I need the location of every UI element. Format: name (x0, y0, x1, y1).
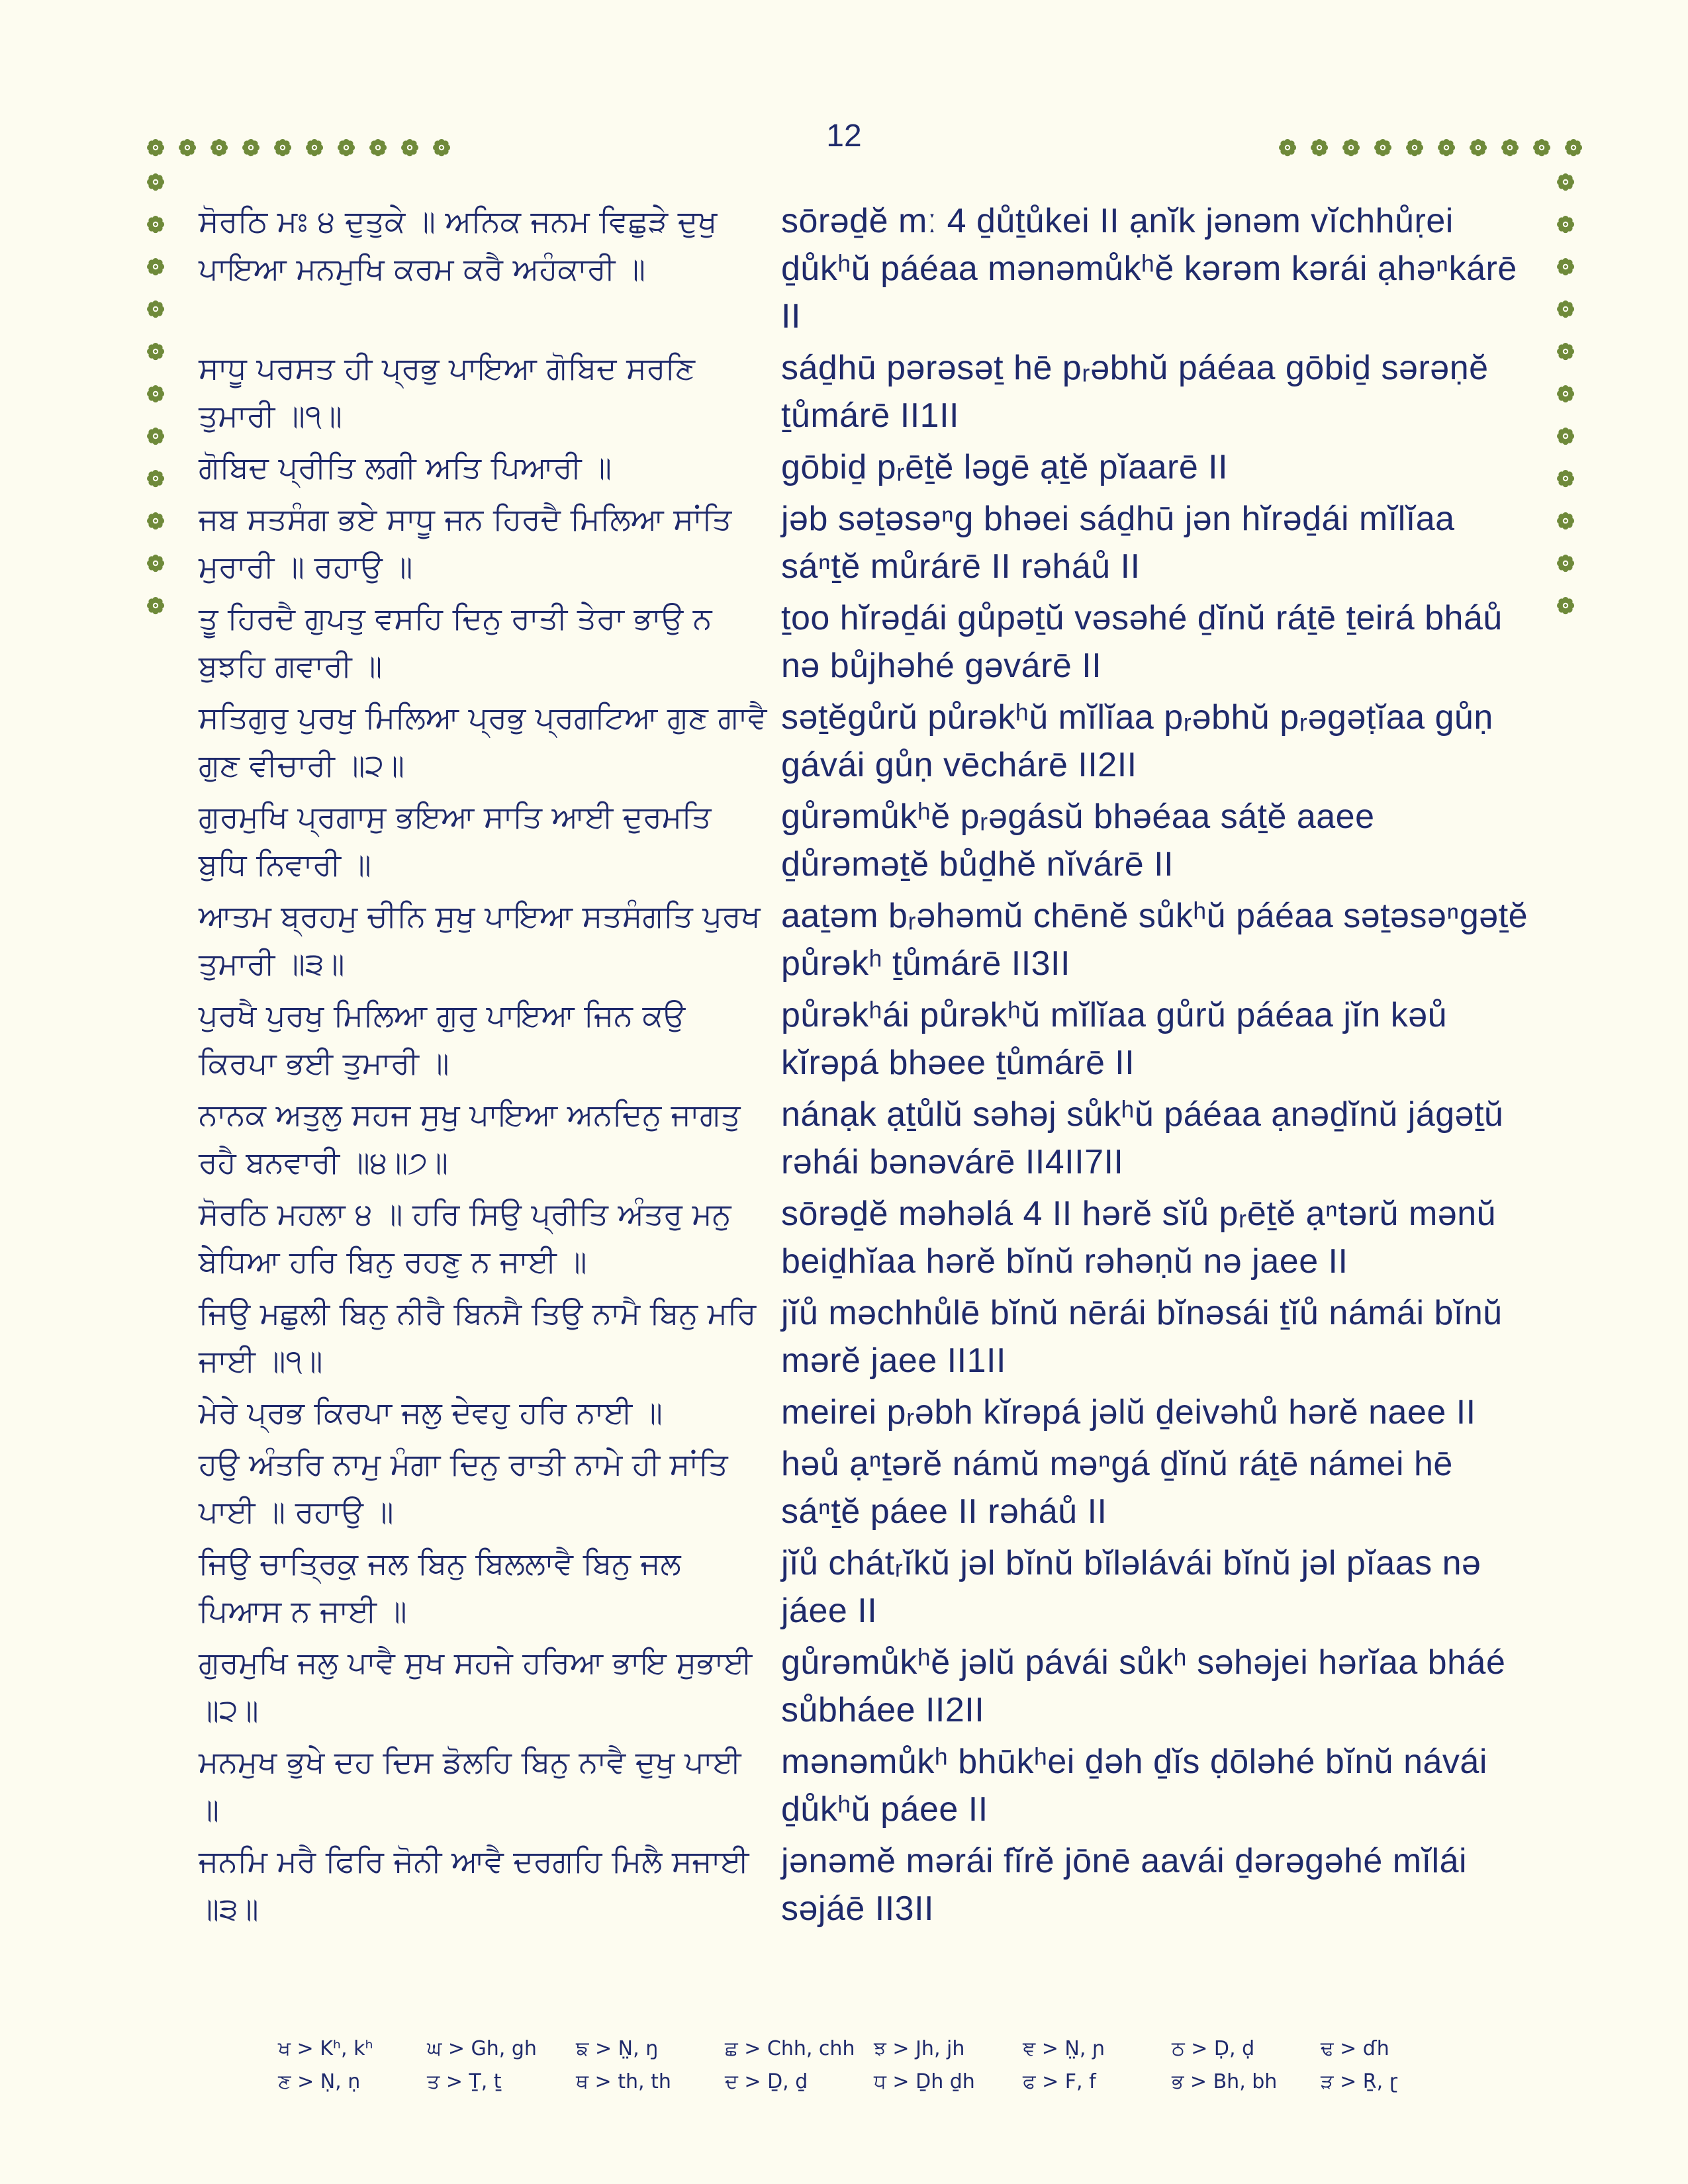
flower-icon (1556, 172, 1575, 192)
flower-icon (1373, 138, 1393, 158)
legend-item: ਘ > Gh, gh (427, 2037, 537, 2060)
verse-row (199, 495, 1529, 594)
gurmukhi-text: ਜਨਮਿ ਮਰੈ ਫਿਰਿ ਜੋਨੀ ਆਵੈ ਦਰਗਹਿ ਮਿਲੈ ਸਜਾਈ ॥੩॥ (199, 1843, 749, 1927)
gurmukhi-text: ਸੋਰਠਿ ਮਹਲਾ ੪ ॥ ਹਰਿ ਸਿਉ ਪ੍ਰੀਤਿ ਅੰਤਰੁ ਮਨੁ ਬੇਧਿਆ ਹਰਿ ਬਿਨੁ ਰਹਣੁ ਨ ਜਾਈ ॥ (199, 1196, 731, 1279)
flower-icon (1556, 596, 1575, 615)
flower-icon (146, 596, 165, 615)
verse-row (199, 443, 1529, 495)
flower-icon (209, 138, 229, 158)
flower-icon (1278, 138, 1297, 158)
flower-icon (146, 511, 165, 531)
flower-icon (1556, 341, 1575, 361)
flower-icon (1341, 138, 1361, 158)
flower-icon (368, 138, 388, 158)
verse-row (199, 1738, 1529, 1837)
flower-icon (1556, 257, 1575, 277)
gurmukhi-text: ਗੁਰਮੁਖਿ ਜਲੁ ਪਾਵੈ ਸੁਖ ਸਹਜੇ ਹਰਿਆ ਭਾਇ ਸੁਭਾਈ ॥੨॥ (199, 1645, 753, 1728)
flower-icon (146, 469, 165, 488)
flower-icon (1532, 138, 1552, 158)
transliteration-text: gůrəmůkʰĕ pᵣəgásŭ bhəéaa sáṯĕ aaee ḏůrəməṯĕ bůḏhĕ nĭvárē II (781, 797, 1375, 884)
flower-icon (305, 138, 324, 158)
flower-icon (177, 138, 197, 158)
legend-row (278, 2070, 1470, 2103)
flower-icon (1436, 138, 1456, 158)
transliteration-text: ṯoo hĭrəḏái gůpəṯŭ vəsəhé ḏĭnŭ ráṯē ṯeirá bháů nə bůjhəhé gəvárē II (781, 599, 1503, 685)
transliteration-text: mənəmůkʰ bhūkʰei ḏəh ḏĭs ḍōləhé bĭnŭ návái ḏůkʰŭ páee II (781, 1743, 1487, 1829)
verse-row (199, 1091, 1529, 1190)
page-number: 12 (826, 118, 862, 154)
transliteration-text: sōrəḏĕ məhəlá 4 II hərĕ sĭů pᵣēṯĕ ạⁿtərŭ mənŭ beiḏhĭaa hərĕ bĭnŭ rəhəṇŭ nə jaee II (781, 1195, 1497, 1281)
flower-icon (1556, 214, 1575, 234)
flower-icon (146, 553, 165, 573)
transliteration-text: meirei pᵣəbh kĭrəpá jəlŭ ḏeivəhů hərĕ naee II (781, 1393, 1476, 1432)
transliteration-text: jənəmĕ mərái fĭrĕ jōnē aavái ḏərəgəhé mĭlái səjáē II3II (781, 1842, 1468, 1928)
verse-row (199, 1539, 1529, 1639)
transliteration-text: aaṯəm bᵣəhəmŭ chēnĕ sůkʰŭ páéaa səṯəsəⁿgəṯĕ půrəkʰ ṯůmárē II3II (781, 897, 1528, 983)
flower-icon (273, 138, 293, 158)
gurmukhi-text: ਗੁਰਮੁਖਿ ਪ੍ਰਗਾਸੁ ਭਇਆ ਸਾਤਿ ਆਈ ਦੁਰਮਤਿ ਬੁਧਿ ਨਿਵਾਰੀ ॥ (199, 799, 712, 882)
gurmukhi-text: ਗੋਬਿਦ ਪ੍ਰੀਤਿ ਲਗੀ ਅਤਿ ਪਿਆਰੀ ॥ (199, 449, 612, 485)
legend-item: ਖ > Kʰ, kʰ (278, 2037, 373, 2060)
transliteration-text: jĭů məchhůlē bĭnŭ nērái bĭnəsái ṯĭů námái bĭnŭ mərĕ jaee II1II (781, 1294, 1503, 1380)
verse-row (199, 1289, 1529, 1388)
flower-icon (1556, 299, 1575, 319)
transliteration-text: gůrəmůkʰĕ jəlŭ pávái sůkʰ səhəjei hərĭaa bháé sůbháee II2II (781, 1643, 1506, 1729)
transliteration-text: nánạk ạṯůlŭ səhəj sůkʰŭ páéaa ạnəḏĭnŭ jágəṯŭ rəhái bənəvárē II4II7II (781, 1095, 1504, 1181)
legend-item: ਢ > ɗh (1321, 2037, 1389, 2060)
flower-icon (146, 257, 165, 277)
gurmukhi-text: ਸੋਰਠਿ ਮਃ ੪ ਦੁਤੁਕੇ ॥ ਅਨਿਕ ਜਨਮ ਵਿਛੁੜੇ ਦੁਖੁ ਪਾਇਆ ਮਨਮੁਖਿ ਕਰਮ ਕਰੈ ਅਹੰਕਾਰੀ ॥ (199, 203, 718, 287)
verse-row (199, 694, 1529, 793)
legend-item: ਥ > th, th (576, 2070, 671, 2093)
verse-row (199, 197, 1529, 344)
legend-item: ਠ > Ḍ, ḍ (1172, 2037, 1255, 2060)
flower-icon (146, 299, 165, 319)
gurmukhi-text: ਪੁਰਖੈ ਪੁਰਖੁ ਮਿਲਿਆ ਗੁਰੁ ਪਾਇਆ ਜਿਨ ਕਉ ਕਿਰਪਾ ਭਈ ਤੁਮਾਰੀ ॥ (199, 997, 686, 1081)
gurmukhi-text: ਤੂ ਹਿਰਦੈ ਗੁਪਤੁ ਵਸਹਿ ਦਿਨੁ ਰਾਤੀ ਤੇਰਾ ਭਾਉ ਨ ਬੁਝਹਿ ਗਵਾਰੀ ॥ (199, 600, 712, 684)
legend-item: ੜ > Ṟ, ɽ (1321, 2070, 1398, 2093)
verse-row (199, 793, 1529, 892)
verse-row (199, 892, 1529, 991)
legend-item: ਭ > Bh, bh (1172, 2070, 1278, 2093)
transliteration-text: səṯĕgůrŭ půrəkʰŭ mĭlĭaa pᵣəbhŭ pᵣəgəṭĭaa gůṇ gávái gůṇ vēchárē II2II (781, 698, 1493, 784)
transliteration-text: sáḏhū pərəsəṯ hē pᵣəbhŭ páéaa gōbiḏ sərəṇĕ ṯůmárē II1II (781, 349, 1489, 435)
flower-icon (146, 138, 165, 158)
verse-row (199, 1440, 1529, 1539)
legend-item: ਝ > Jh, jh (874, 2037, 965, 2060)
verse-row (199, 1388, 1529, 1440)
verse-row (199, 344, 1529, 443)
legend-item: ਧ > Ḏh ḏh (874, 2070, 975, 2093)
flower-icon (146, 384, 165, 404)
legend-item: ਛ > Chh, chh (725, 2037, 855, 2060)
legend-item: ਤ > Ṯ, ṯ (427, 2070, 502, 2093)
transliteration-text: sōrəḏĕ mː 4 ḏůṯůkei II ạnĭk jənəm vĭchhůṛei ḏůkʰŭ páéaa mənəmůkʰĕ kərəm kərái ạhəⁿkárē II (781, 202, 1517, 336)
flower-icon (241, 138, 261, 158)
gurmukhi-text: ਮੇਰੇ ਪ੍ਰਭ ਕਿਰਪਾ ਜਲੁ ਦੇਵਹੁ ਹਰਿ ਨਾਈ ॥ (199, 1394, 663, 1430)
legend-item: ਞ > N̤, ɲ (1023, 2037, 1105, 2060)
verse-row (199, 594, 1529, 694)
gurmukhi-text: ਨਾਨਕ ਅਤੁਲੁ ਸਹਜ ਸੁਖੁ ਪਾਇਆ ਅਨਦਿਨੁ ਜਾਗਤੁ ਰਹੈ ਬਨਵਾਰੀ ॥੪॥੭॥ (199, 1097, 741, 1180)
gurmukhi-text: ਆਤਮ ਬ੍ਰਹਮੁ ਚੀਨਿ ਸੁਖੁ ਪਾਇਆ ਸਤਸੰਗਤਿ ਪੁਰਖ ਤੁਮਾਰੀ ॥੩॥ (199, 898, 761, 981)
flower-icon (1556, 511, 1575, 531)
verse-row (199, 991, 1529, 1091)
gurmukhi-text: ਜਿਉ ਚਾਤ੍ਰਿਕੁ ਜਲ ਬਿਨੁ ਬਿਲਲਾਵੈ ਬਿਨੁ ਜਲ ਪਿਆਸ ਨ ਜਾਈ ॥ (199, 1545, 681, 1629)
flower-icon (146, 172, 165, 192)
gurmukhi-text: ਜਬ ਸਤਸੰਗ ਭਏ ਸਾਧੂ ਜਨ ਹਿਰਦੈ ਮਿਲਿਆ ਸਾਂਤਿ ਮੁਰਾਰੀ ॥ ਰਹਾਉ ॥ (199, 501, 732, 584)
flower-icon (1556, 384, 1575, 404)
flower-icon (1556, 469, 1575, 488)
transliteration-text: půrəkʰái půrəkʰŭ mĭlĭaa gůrŭ páéaa jĭn kəů kĭrəpá bhəee ṯůmárē II (781, 996, 1448, 1082)
flower-icon (1468, 138, 1488, 158)
flower-icon (1405, 138, 1425, 158)
gurmukhi-text: ਜਿਉ ਮਛੁਲੀ ਬਿਨੁ ਨੀਰੈ ਬਿਨਸੈ ਤਿਉ ਨਾਮੈ ਬਿਨੁ ਮਰਿ ਜਾਈ ॥੧॥ (199, 1295, 757, 1379)
transliteration-text: gōbiḏ pᵣēṯĕ ləgē ạṯĕ pĭaarē II (781, 448, 1229, 486)
flower-icon (146, 426, 165, 446)
legend-row (278, 2037, 1470, 2070)
legend-item: ਙ > N̤, ŋ (576, 2037, 659, 2060)
legend-item: ਣ > Ṇ, ṇ (278, 2070, 361, 2093)
flower-icon (432, 138, 451, 158)
verse-row (199, 1837, 1529, 1936)
legend-item: ਦ > Ḏ, ḏ (725, 2070, 808, 2093)
flower-icon (1500, 138, 1520, 158)
legend-item: ਫ > F, f (1023, 2070, 1096, 2093)
verse-row (199, 1190, 1529, 1289)
transliteration-text: jĭů chátᵣĭkŭ jəl bĭnŭ bĭləlávái bĭnŭ jəl pĭaas nə jáee II (781, 1544, 1481, 1630)
gurmukhi-text: ਸਾਧੂ ਪਰਸਤ ਹੀ ਪ੍ਰਭੁ ਪਾਇਆ ਗੋਬਿਦ ਸਰਣਿ ਤੁਮਾਰੀ ॥੧॥ (199, 350, 695, 433)
flower-icon (1564, 138, 1583, 158)
verse-table (199, 197, 1529, 1936)
flower-icon (336, 138, 356, 158)
transliteration-legend (278, 2037, 1470, 2103)
flower-icon (1309, 138, 1329, 158)
flower-icon (146, 214, 165, 234)
flower-icon (400, 138, 420, 158)
transliteration-text: jəb səṯəsəⁿg bhəei sáḏhū jən hĭrəḏái mĭlĭaa sáⁿṯĕ můrárē II rəháů II (781, 500, 1455, 586)
transliteration-text: həů ạⁿṯərĕ námŭ məⁿgá ḏĭnŭ ráṯē námei hē sáⁿṯĕ páee II rəháů II (781, 1445, 1453, 1531)
gurmukhi-text: ਹਉ ਅੰਤਰਿ ਨਾਮੁ ਮੰਗਾ ਦਿਨੁ ਰਾਤੀ ਨਾਮੇ ਹੀ ਸਾਂਤਿ ਪਾਈ ॥ ਰਹਾਉ ॥ (199, 1446, 728, 1529)
flower-icon (146, 341, 165, 361)
flower-icon (1556, 426, 1575, 446)
flower-icon (1556, 553, 1575, 573)
gurmukhi-text: ਸਤਿਗੁਰੁ ਪੁਰਖੁ ਮਿਲਿਆ ਪ੍ਰਭੁ ਪ੍ਰਗਟਿਆ ਗੁਣ ਗਾਵੈ ਗੁਣ ਵੀਚਾਰੀ ॥੨॥ (199, 700, 767, 783)
verse-row (199, 1639, 1529, 1738)
gurmukhi-text: ਮਨਮੁਖ ਭੁਖੇ ਦਹ ਦਿਸ ਡੋਲਹਿ ਬਿਨੁ ਨਾਵੈ ਦੁਖੁ ਪਾਈ ॥ (199, 1744, 741, 1827)
